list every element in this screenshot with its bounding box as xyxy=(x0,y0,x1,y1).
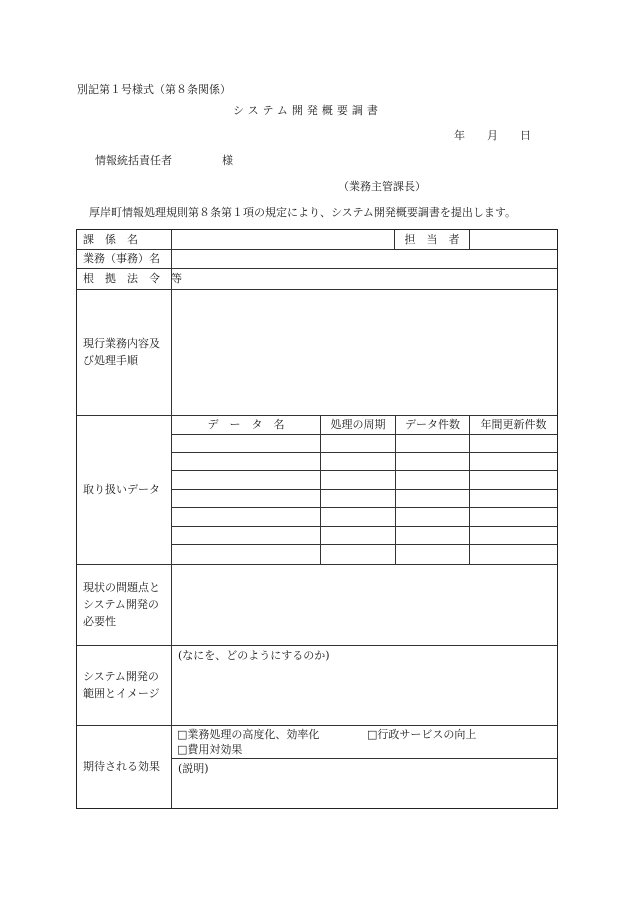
data-column-count: データ件数 xyxy=(405,418,460,431)
submitter-label: （業務主管課長） xyxy=(338,180,426,193)
data-column-name: デ ー タ 名 xyxy=(207,418,285,431)
date-month: 月 xyxy=(487,129,498,142)
legal-basis-field[interactable] xyxy=(173,269,555,288)
form-number-label: 別記第１号様式（第８条関係） xyxy=(77,83,231,96)
problems-label: 現状の問題点とシステム開発の必要性 xyxy=(83,580,160,629)
recipient-title: 情報統括責任者 xyxy=(95,154,172,167)
current-work-label: 現行業務内容及び処理手順 xyxy=(83,336,160,367)
date-year: 年 xyxy=(454,129,465,142)
scope-hint: (なにを、どのようにするのか) xyxy=(178,648,330,662)
form-table xyxy=(76,229,558,809)
document-title: システム開発概要調書 xyxy=(233,104,382,117)
effects-label: 期待される効果 xyxy=(83,760,160,773)
data-column-annual-updates: 年間更新件数 xyxy=(480,418,547,431)
person-in-charge-label: 担 当 者 xyxy=(404,233,460,246)
effect-checkbox-service[interactable]: □行政サービスの向上 xyxy=(367,727,477,741)
problems-field[interactable] xyxy=(173,565,555,644)
explanation-label: (説明) xyxy=(178,761,209,775)
business-name-field[interactable] xyxy=(173,250,555,267)
date-line xyxy=(454,130,531,141)
business-name-label: 業務（事務）名 xyxy=(83,252,160,265)
data-handling-label: 取り扱いデータ xyxy=(83,483,160,496)
effect-checkbox-efficiency[interactable]: □業務処理の高度化、効率化 xyxy=(177,727,320,741)
submission-statement: 厚岸町情報処理規則第８条第１項の規定により、システム開発概要調書を提出します。 xyxy=(89,206,517,219)
recipient-line xyxy=(95,155,233,166)
current-work-field[interactable] xyxy=(173,290,555,414)
date-day: 日 xyxy=(520,129,531,142)
person-in-charge-field[interactable] xyxy=(471,231,555,248)
section-name-field[interactable] xyxy=(173,231,392,248)
effect-checkbox-cost[interactable]: □費用対効果 xyxy=(177,742,243,756)
recipient-honorific: 様 xyxy=(222,154,233,167)
legal-basis-label: 根 拠 法 令 等 xyxy=(83,272,182,285)
section-name-label: 課 係 名 xyxy=(83,233,138,246)
scope-label: システム開発の範囲とイメージ xyxy=(83,669,160,700)
data-column-cycle: 処理の周期 xyxy=(330,418,386,431)
